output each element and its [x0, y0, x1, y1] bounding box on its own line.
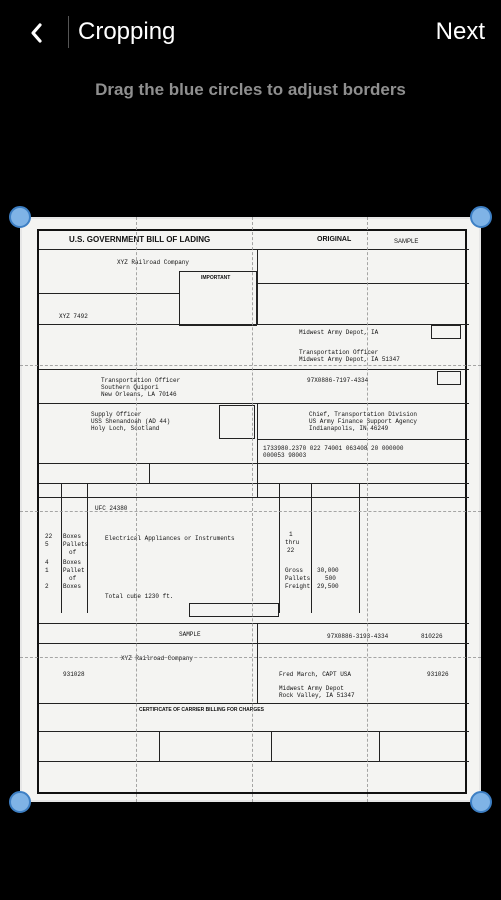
- important-label: IMPORTANT: [201, 275, 231, 281]
- certificate-heading: CERTIFICATE OF CARRIER BILLING FOR CHARGES: [139, 707, 264, 713]
- doc-heading: U.S. GOVERNMENT BILL OF LADING: [69, 235, 211, 244]
- header-divider: [68, 16, 69, 48]
- guide-line: [367, 217, 368, 802]
- officer-line3: Rock Valley, IA 51347: [279, 692, 355, 699]
- consignee-line1: Supply Officer: [91, 411, 142, 418]
- shipper-line2: Southern Quipori: [101, 384, 159, 391]
- weight-label-2: Pallets: [285, 575, 311, 582]
- crop-handle-bottom-right[interactable]: [470, 791, 492, 813]
- consignee-line2: USS Shenandoah (AD 44): [91, 418, 171, 425]
- page-title: Cropping: [78, 18, 176, 45]
- guide-line: [136, 217, 137, 802]
- crop-hint: Drag the blue circles to adjust borders: [95, 80, 406, 99]
- bill-number: XYZ 7492: [59, 313, 88, 320]
- kind-7: Boxes: [63, 583, 82, 590]
- marks: UFC 24380: [95, 505, 128, 512]
- officer-line2: Midwest Army Depot: [279, 685, 344, 692]
- top-bar: [0, 0, 501, 66]
- crop-handle-bottom-left[interactable]: [9, 791, 31, 813]
- shipper-line1: Transportation Officer: [101, 377, 181, 384]
- consignee-line3: Holy Loch, Scotland: [91, 425, 160, 432]
- kind-4: Boxes: [63, 559, 82, 566]
- bill-charges-line2: US Army Finance Support Agency: [309, 418, 418, 425]
- ship-to-line1: Transportation Officer: [299, 349, 379, 356]
- pkg-5: 2: [45, 583, 49, 590]
- crop-handle-top-right[interactable]: [470, 206, 492, 228]
- officer-line1: Fred March, CAPT USA: [279, 671, 352, 678]
- kind-2: Pallets: [63, 541, 89, 548]
- tcn: 97X0886-3193-4334: [327, 633, 389, 640]
- original-label: ORIGINAL: [317, 236, 352, 243]
- description: Electrical Appliances or Instruments: [105, 535, 235, 542]
- appropriation: 97X0886-7197-4334: [307, 377, 369, 384]
- thru-2: thru: [285, 539, 300, 546]
- carrier-name: XYZ Railroad Company: [117, 259, 190, 266]
- sample-label: SAMPLE: [394, 239, 419, 245]
- date-2: 931028: [63, 671, 85, 678]
- back-button[interactable]: [18, 16, 54, 50]
- carrier-agent: XYZ Railroad Company: [121, 655, 194, 662]
- weight-2: 500: [325, 575, 336, 582]
- pkg-3: 4: [45, 559, 49, 566]
- thru-1: 1: [289, 531, 293, 538]
- sample-stamp: SAMPLE: [179, 631, 201, 638]
- date-1: 810226: [421, 633, 443, 640]
- shipper-line3: New Orleans, LA 70146: [101, 391, 177, 398]
- weight-label-3: Freight: [285, 583, 311, 590]
- ship-to-line2: Midwest Army Depot, IA 51347: [299, 356, 400, 363]
- weight-1: 30,000: [317, 567, 339, 574]
- bill-charges-line3: Indianapolis, IN 46249: [309, 425, 389, 432]
- crop-area[interactable]: [20, 217, 481, 802]
- kind-1: Boxes: [63, 533, 82, 540]
- kind-5: Pallet: [63, 567, 85, 574]
- date-3: 931026: [427, 671, 449, 678]
- guide-line: [252, 217, 253, 802]
- bill-charges-line1: Chief, Transportation Division: [309, 411, 418, 418]
- crop-frame: [20, 217, 481, 802]
- accounting-line1: 1733980.2370 022 74001 063408 20 000000: [263, 445, 404, 452]
- thru-3: 22: [287, 547, 295, 554]
- pkg-1: 22: [45, 533, 53, 540]
- crop-handle-top-left[interactable]: [9, 206, 31, 228]
- kind-6: of: [69, 575, 77, 582]
- weight-label-1: Gross: [285, 567, 304, 574]
- accounting-line2: 000053 98003: [263, 452, 307, 459]
- next-button[interactable]: Next: [435, 18, 485, 45]
- guide-line: [20, 511, 481, 512]
- pkg-2: 5: [45, 541, 49, 548]
- chevron-left-icon: [29, 22, 43, 44]
- kind-3: of: [69, 549, 77, 556]
- weight-3: 29,500: [317, 583, 339, 590]
- pkg-4: 1: [45, 567, 49, 574]
- guide-line: [20, 365, 481, 366]
- cube: Total cube 1230 ft.: [105, 593, 174, 600]
- guide-line: [20, 657, 481, 658]
- ship-from: Midwest Army Depot, IA: [299, 329, 379, 336]
